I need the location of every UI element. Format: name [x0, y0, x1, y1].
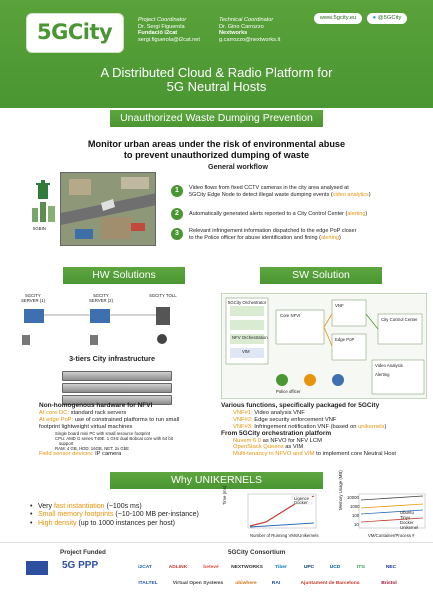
- legend-entry: Unikernel: [400, 525, 419, 530]
- axis-label: Time (ms): [222, 485, 227, 505]
- consortium-label: 5GCity Consortium: [228, 549, 286, 556]
- hw-heading: Non-homogenous hardware for NFVI: [39, 402, 153, 409]
- partner-logo[interactable]: UCD: [329, 565, 341, 570]
- partner-logo[interactable]: ubiwhere: [235, 581, 257, 586]
- partner-logo[interactable]: ADLINK: [168, 565, 188, 570]
- partner-logo[interactable]: betevé: [203, 565, 219, 570]
- footer: [0, 542, 433, 612]
- section-banner-waste: Unauthorized Waste Dumping Prevention: [110, 110, 323, 127]
- section-banner-hw: HW Solutions: [63, 267, 185, 284]
- workflow-title: General workflow: [208, 162, 268, 171]
- rack-server: [62, 371, 172, 381]
- funded-label: Project Funded: [60, 549, 106, 556]
- step-number-badge: 1: [171, 185, 183, 197]
- tick-label: 10000: [347, 495, 359, 500]
- list-item: • High density (up to 1000 instances per host): [30, 520, 199, 528]
- website-link[interactable]: www.5gcity.eu: [314, 13, 362, 24]
- diagram-label: Core NFVI: [280, 313, 301, 318]
- partner-logo[interactable]: ITALTEL: [138, 581, 158, 586]
- hw-text-block: Non-homogenous hardware for NFVI At core DC: standard rack servers At edge PoP: use of constrained platforms to run small footprint lightweight virtual machines Single board mini PC with small resource footprint CPU: AMD G series T40E. 1 GHz dual Bobcat core with 64 bit support RAM: 4 GB, HDD: 16GB, NET: 2x GbE Field sensor devices: IP camera: [39, 403, 221, 458]
- sw-architecture-diagram: [221, 293, 427, 399]
- illustration-label: 5GBIN: [33, 226, 46, 231]
- legend-entry: Tinyx: [400, 515, 411, 520]
- section-banner-sw: SW Solution: [260, 267, 382, 284]
- logo-text: 5GCity: [37, 20, 113, 44]
- poster-title: A Distributed Cloud & Radio Platform for 5G Neutral Hosts: [100, 65, 333, 94]
- sw-text-block: Various functions, specifically packaged for 5GCity VNF#1: Video analysis VNF VNF#2: Edge security enforcement VNF VNF#3: Infringement notification VNF (based on unikernels) From 5GCity orchestration platform Nuvem 6.0 as NFVO for NFV LCM OpenStack Queens as VIM Multi-tenancy in NFVO and VIM to implement core Neutral Host: [221, 403, 431, 458]
- partner-logo[interactable]: Ajuntament de Barcelona: [300, 581, 360, 586]
- infra-caption: 3-tiers City infrastructure: [69, 354, 155, 363]
- email-link[interactable]: sergi.figuerola@i2cat.net: [138, 36, 200, 43]
- technical-coordinator: Technical Coordinator Dr. Gino Carrozzo Nextworks g.carrozzo@nextworks.it: [219, 17, 281, 43]
- 5gppp-logo: 5G PPP: [62, 560, 99, 571]
- partner-logo[interactable]: Bristol: [381, 581, 397, 586]
- city-illustration: [30, 196, 58, 224]
- partner-logo[interactable]: NEXTWORKS: [231, 565, 263, 570]
- legend-entry: Ligence: [294, 496, 310, 501]
- partner-logo[interactable]: RAI: [271, 581, 281, 586]
- node-label: 5GCITY SERVER (2): [88, 293, 114, 304]
- section-banner-unikernels: Why UNIKERNELS: [110, 472, 323, 489]
- axis-label: Memory Usage (MB): [338, 470, 343, 510]
- list-item: • Small memory footprints (~10-100 MB per-instance): [30, 511, 199, 519]
- email-link[interactable]: g.carrozzo@nextworks.it: [219, 36, 281, 43]
- tick-label: 10: [354, 522, 359, 527]
- diagram-label: NFV Orchestration: [232, 335, 268, 340]
- architecture-svg: [222, 294, 428, 400]
- header-banner: [0, 0, 433, 108]
- list-item: • Very fast instantiation (~100s ms): [30, 503, 199, 511]
- partner-logo[interactable]: Virtual Open Systems: [172, 581, 224, 586]
- partner-logo[interactable]: Tiber: [275, 565, 287, 570]
- twitter-icon: ●: [372, 15, 377, 21]
- legend-entry: Ubuntu: [400, 510, 414, 515]
- diagram-label: Police officer: [276, 389, 301, 394]
- tick-label: 100: [352, 513, 360, 518]
- tick-label: 1000: [350, 504, 360, 509]
- diagram-label: VNF: [335, 303, 344, 308]
- diagram-label: City Control Center: [381, 317, 418, 322]
- waste-headline: Monitor urban areas under the risk of environmental abuse to prevent unauthorized dumping of waste: [87, 139, 346, 160]
- hw-network-diagram: [10, 285, 205, 347]
- eu-flag-icon: [26, 561, 48, 575]
- diagram-label: Edge PoP: [335, 337, 355, 342]
- diagram-label: 5GCity Orchestrator: [228, 300, 267, 305]
- legend-entry: Docker: [294, 500, 308, 505]
- axis-label: VM/Container/Process #: [368, 533, 415, 538]
- step-number-badge: 2: [171, 208, 183, 220]
- diagram-label: Alerting: [375, 372, 390, 377]
- partner-logo[interactable]: ITG: [356, 565, 366, 570]
- diagram-label: Video Analysis: [375, 363, 403, 368]
- aerial-camera-photo: [60, 172, 156, 246]
- diagram-label: VIM: [242, 349, 250, 354]
- sw-heading: Various functions, specifically packaged for 5GCity: [221, 402, 380, 409]
- partner-logo[interactable]: NEC: [385, 565, 397, 570]
- partner-logo[interactable]: i2CAT: [138, 565, 152, 570]
- partner-logo[interactable]: UPC: [303, 565, 315, 570]
- step-number-badge: 3: [171, 228, 183, 240]
- twitter-link[interactable]: ● @5GCity: [367, 13, 407, 24]
- platform-heading: From 5GCity orchestration platform: [221, 429, 332, 437]
- rack-server: [62, 383, 172, 393]
- node-label: 5GCITY TOLL: [149, 293, 177, 298]
- project-logo[interactable]: [26, 13, 124, 53]
- project-coordinator: Project Coordinator Dr. Sergi Figuerola Fundació i2cat sergi.figuerola@i2cat.net: [138, 17, 200, 43]
- axis-label: Number of Running VMs/Unikernels: [250, 533, 319, 538]
- node-label: 5GCITY SERVER (1): [20, 293, 46, 304]
- legend-entry: Docker: [400, 520, 414, 525]
- unikernel-benefits: [30, 503, 199, 528]
